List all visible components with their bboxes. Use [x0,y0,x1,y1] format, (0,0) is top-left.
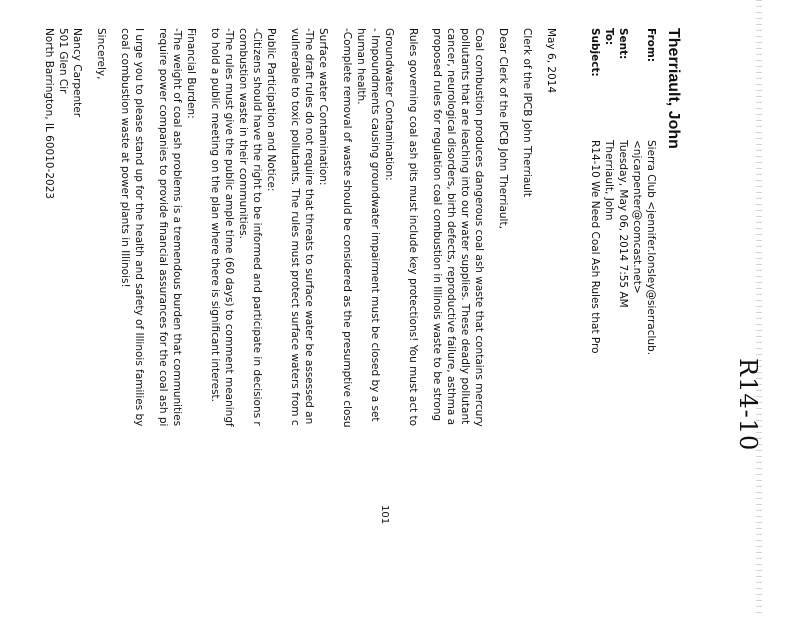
text-line: coal combustion waste at power plants in Illinois! [119,28,131,288]
text-line: -The rules must give the public ample time (60 days) to comment meaningf [223,28,235,427]
section-heading: Surface water Contamination: [317,28,329,186]
sent-label: Sent: [617,28,629,60]
section-heading: Financial Burden: [185,28,197,119]
header-row-from [630,28,658,355]
text-line: -Complete removal of waste should be considered as the presumptive closu [341,28,353,428]
intro-paragraph [430,28,486,428]
text-line: proposed rules for regulation coal combustion in Illinois waste to be strong [431,28,443,422]
to-value: Therriault, John [603,140,615,221]
section-heading: Public Participation and Notice: [265,28,277,192]
signoff: Sincerely, [95,28,107,80]
sent-value: Tuesday, May 06, 2014 7:55 AM [617,140,629,308]
surface-water-section [288,28,330,428]
signature-block [42,28,84,428]
text-line: vulnerable to toxic pollutants. The rules must protect surface waters from c [289,28,301,426]
header-row-to [602,28,616,355]
signer-city: North Barrington, IL 60010-2023 [43,28,55,200]
text-line: -The draft rules do not require that threats to surface water be assessed an [303,28,315,425]
section-heading: Groundwater Contamination: [383,28,395,181]
email-header [588,28,658,355]
from-label: From: [645,28,657,63]
letter-recipient: Clerk of the IPCB John Therriault [521,28,533,197]
text-line: Coal combustion produces dangerous coal ash waste that contains mercury [473,28,485,427]
public-participation-section [208,28,278,428]
document-number: R14-10 [734,358,762,452]
header-row-subject [588,28,602,355]
from-value-line-2: <njcarpenter@comcast.net> [631,140,643,294]
subject-label: Subject: [589,28,601,77]
groundwater-section [340,28,396,428]
subject-value: R14-10 We Need Coal Ash Rules that Pro [589,140,601,354]
letter-body [42,28,558,428]
text-line: - Impoundments causing groundwater impairment must be closed by a set [369,28,381,422]
from-value [630,140,658,355]
text-line: combustion waste in their communities. [237,28,249,239]
letter-date: May 6, 2014 [545,28,557,94]
page-number: 101 [379,505,390,525]
text-line: require power companies to provide financial assurances for the coal ash pi [157,28,169,427]
text-line: cancer, neurological disorders, birth defects, reproductive failure, asthma a [445,28,457,426]
to-label: To: [603,28,615,46]
text-line: -Citizens should have the right to be informed and participate in decisions r [251,28,263,426]
text-line: to hold a public meeting on the plan where there is significant interest. [209,28,221,403]
letter-salutation: Dear Clerk of the IPCB John Therriault, [497,28,509,229]
scan-noise [756,0,762,618]
signer-name: Nancy Carpenter [71,28,83,118]
signer-street: 501 Glen Cir [57,28,69,94]
text-line: I urge you to please stand up for the health and safety of Illinois families by [133,28,145,427]
text-line: pollutants that are leaching into our water supplies. These deadly pollutant [459,28,471,425]
text-line: -The weight of coal ash problems is a tremendous burden that communities [171,28,183,427]
header-row-sent [616,28,630,355]
closing-paragraph [118,28,146,428]
from-value-line-1: Sierra Club <jennifer.lonsley@sierraclub. [645,140,657,356]
text-line: human health. [355,28,367,105]
sender-name: Therriault, John [665,28,682,149]
financial-burden-section [156,28,198,428]
rules-intro: Rules governing coal ash pits must include key protections! You must act to [407,28,419,427]
